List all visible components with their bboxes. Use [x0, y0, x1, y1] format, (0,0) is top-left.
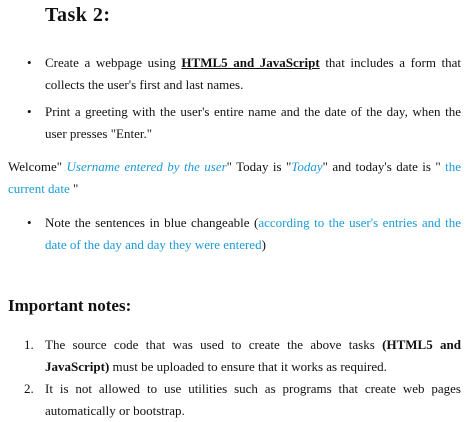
task-bullet-note-blue: [45, 212, 461, 256]
text-run: Create a webpage using: [45, 55, 182, 70]
emphasis-html5-js: HTML5 and JavaScript: [181, 55, 320, 70]
note-line: It is not allowed to use utilities such as programs that create web pages: [45, 381, 461, 396]
important-notes-heading: Important notes:: [8, 296, 132, 315]
note-no-utilities: [45, 378, 461, 422]
task-bullet-create-webpage: [45, 52, 461, 96]
placeholder-current-date: the: [445, 159, 461, 174]
text-run: that includes a form that: [319, 55, 462, 70]
list-number: 1.: [24, 337, 34, 352]
bullet-line: Print a greeting with the user's entire name and the date of the day, when the: [45, 104, 461, 119]
placeholder-today: Today: [291, 159, 323, 174]
emphasis-text: (HTML5 and: [382, 337, 462, 352]
emphasis-text: JavaScript): [45, 359, 110, 374]
text-run: " Today is ": [226, 159, 292, 174]
text-run: The source code that was used to create the above tasks: [45, 337, 383, 352]
text-run: ": [69, 181, 79, 196]
note-source-code: [45, 334, 461, 378]
bullet-line: [45, 234, 461, 256]
bullet-line: collects the user's first and last names.: [45, 77, 244, 92]
note-line: [45, 356, 461, 378]
text-run: Welcome": [8, 159, 67, 174]
list-number: 2.: [24, 381, 34, 396]
text-run: Note the sentences in blue changeable (: [45, 215, 259, 230]
blue-note-text: date of the day and day they were entered: [45, 237, 262, 252]
sentence-line: [8, 178, 461, 200]
placeholder-current-date: current date: [8, 181, 70, 196]
bullet-line: [45, 52, 461, 74]
task-bullet-print-greeting: [45, 101, 461, 145]
bullet-marker: •: [27, 55, 32, 70]
task-heading: Task 2:: [45, 4, 111, 26]
bullet-marker: •: [27, 215, 32, 230]
bullet-marker: •: [27, 104, 32, 119]
text-run: " and today's date is ": [322, 159, 446, 174]
sentence-line: [8, 156, 461, 178]
bullet-line: [45, 212, 461, 234]
placeholder-username: Username entered by the user: [66, 159, 227, 174]
welcome-template-sentence: [8, 156, 461, 200]
text-run: ): [261, 237, 266, 252]
note-line: automatically or bootstrap.: [45, 403, 185, 418]
note-line: [45, 334, 461, 356]
text-run: must be uploaded to ensure that it works as required.: [109, 359, 387, 374]
blue-note-text: according to the user's entries and the: [258, 215, 462, 230]
bullet-line: user presses "Enter.": [45, 126, 153, 141]
